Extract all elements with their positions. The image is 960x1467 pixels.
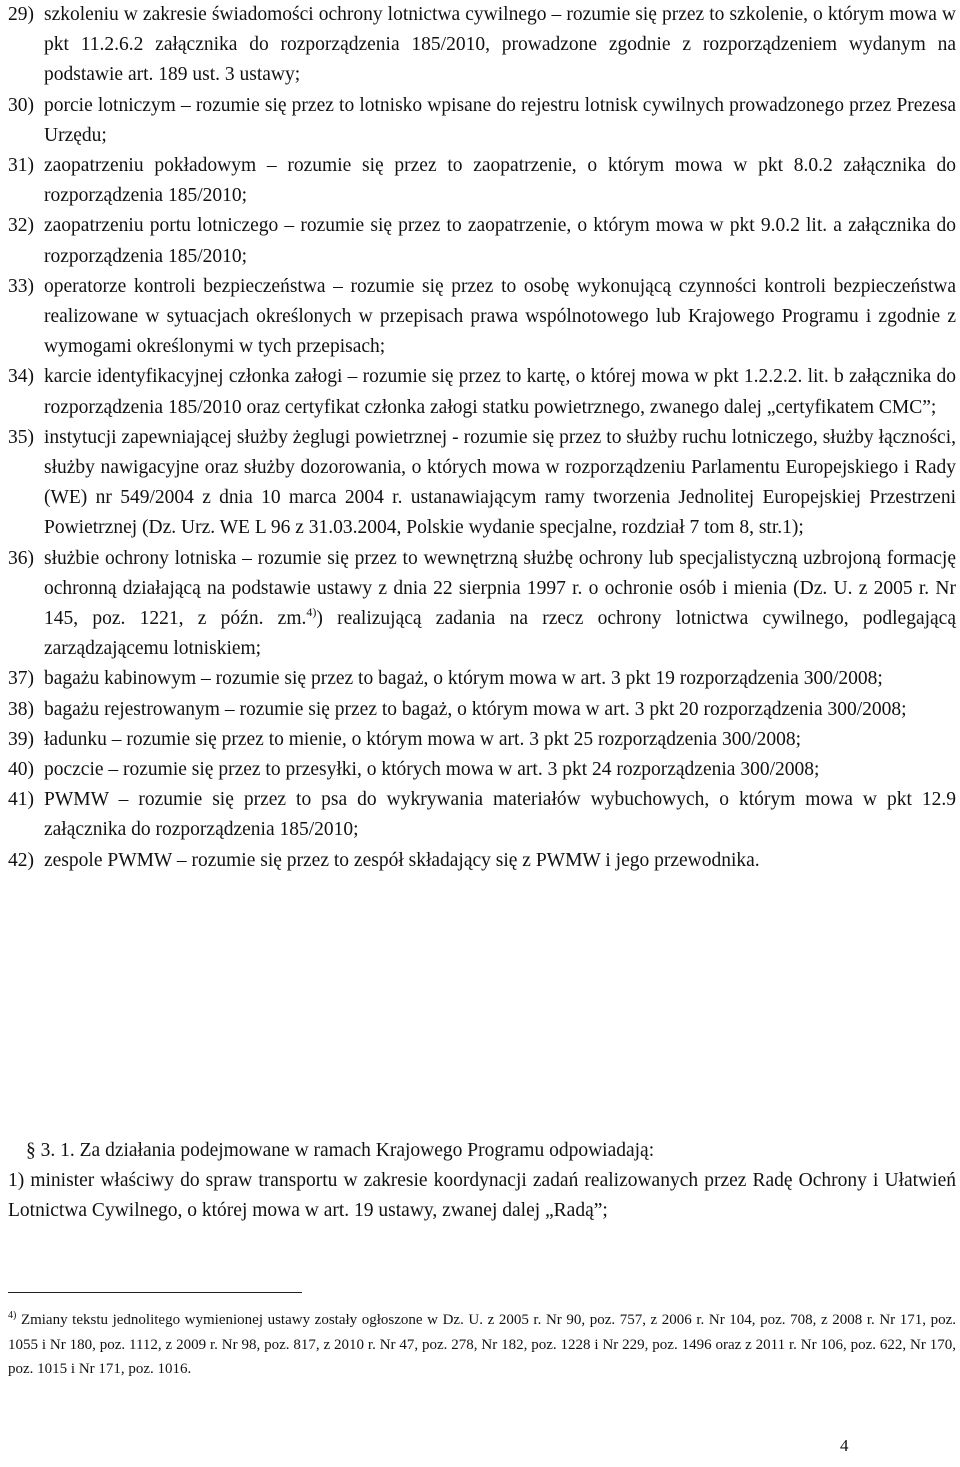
definition-item-34	[8, 362, 956, 422]
definition-item-37	[8, 664, 956, 694]
item-text-part-b: ) realizującą zadania na rzecz ochrony lotnictwa cywilnego, podlegającą zarządzającemu lotniskiem;	[44, 608, 956, 660]
definition-item-39	[8, 725, 956, 755]
item-text: PWMW – rozumie się przez to psa do wykrywania materiałów wybuchowych, o którym mowa w pkt 12.9 załącznika do rozporządzenia 185/2010;	[44, 789, 956, 841]
item-number: 30)	[8, 94, 34, 116]
item-text: bagażu kabinowym – rozumie się przez to bagaż, o którym mowa w art. 3 pkt 19 rozporządzenia 300/2008;	[44, 668, 883, 690]
item-number: 42)	[8, 849, 34, 871]
item-text: ładunku – rozumie się przez to mienie, o którym mowa w art. 3 pkt 25 rozporządzenia 300/2008;	[44, 728, 802, 750]
item-number: 34)	[8, 366, 34, 388]
definition-item-29	[8, 0, 956, 91]
item-text: szkoleniu w zakresie świadomości ochrony lotnictwa cywilnego – rozumie się przez to szkolenie, o którym mowa w pkt 11.2.6.2 załącznika do rozporządzenia 185/2010, prowadzone zgodnie z rozporządzeniem wydanym na podstawie art. 189 ust. 3 ustawy;	[44, 4, 956, 86]
item-text: zaopatrzeniu portu lotniczego – rozumie się przez to zaopatrzenie, o którym mowa w pkt 9.0.2 lit. a załącznika do rozporządzenia 185/2010;	[44, 215, 956, 267]
definition-item-40	[8, 755, 956, 785]
item-number: 41)	[8, 789, 34, 811]
item-text: poczcie – rozumie się przez to przesyłki, o których mowa w art. 3 pkt 24 rozporządzenia 300/2008;	[44, 759, 820, 781]
footnote-divider	[8, 1292, 302, 1293]
item-number: 40)	[8, 759, 34, 781]
item-number: 32)	[8, 215, 34, 237]
definition-item-38	[8, 695, 956, 725]
item-text: karcie identyfikacyjnej członka załogi – rozumie się przez to kartę, o której mowa w pkt 1.2.2.2. lit. b załącznika do rozporządzenia 185/2010 oraz certyfikat członka załogi statku powietrznego, zwanego dalej „certyfikatem CMC”;	[44, 366, 956, 418]
item-text	[44, 544, 956, 665]
item-text: zaopatrzeniu pokładowym – rozumie się przez to zaopatrzenie, o którym mowa w pkt 8.0.2 załącznika do rozporządzenia 185/2010;	[44, 155, 956, 207]
page-number: 4	[840, 1436, 849, 1455]
definition-item-32	[8, 211, 956, 271]
footnote-reference[interactable]: 4)	[306, 605, 317, 620]
definition-item-41	[8, 785, 956, 845]
item-text: bagażu rejestrowanym – rozumie się przez to bagaż, o którym mowa w art. 3 pkt 20 rozporządzenia 300/2008;	[44, 698, 907, 720]
footnote	[8, 1304, 956, 1382]
item-text-part-a: służbie ochrony lotniska – rozumie się przez to wewnętrzną służbę ochrony lub specjalistyczną uzbrojoną formację ochronną działającą na podstawie ustawy z dnia 22 sierpnia 1997 r. o ochronie osób i mienia (Dz. U. z 2005 r. Nr 145, poz. 1221, z późn. zm.	[44, 547, 956, 630]
definition-item-36	[8, 544, 956, 665]
item-number: 33)	[8, 275, 34, 297]
item-number: 29)	[8, 4, 34, 25]
item-number: 35)	[8, 426, 34, 448]
section-heading: § 3. 1. Za działania podejmowane w ramach Krajowego Programu odpowiadają:	[26, 1140, 655, 1161]
definition-item-31	[8, 151, 956, 211]
section-3	[8, 1136, 956, 1227]
definition-item-33	[8, 272, 956, 363]
item-number: 37)	[8, 668, 34, 690]
footnote-marker: 4)	[8, 1310, 17, 1321]
definitions-list	[8, 0, 956, 876]
definition-item-42	[8, 846, 956, 876]
item-text: zespole PWMW – rozumie się przez to zespół składający się z PWMW i jego przewodnika.	[44, 849, 760, 871]
item-number: 38)	[8, 698, 34, 720]
definition-item-35	[8, 423, 956, 544]
definition-item-30	[8, 91, 956, 151]
item-text: instytucji zapewniającej służby żeglugi powietrznej - rozumie się przez to służby ruchu lotniczego, służby łączności, służby nawigacyjne oraz służby dozorowania, o których mowa w rozporządzeniu Parlamentu Europejskiego i Rady (WE) nr 549/2004 z dnia 10 marca 2004 r. ustanawiającym ramy tworzenia Jednolitej Europejskiej Przestrzeni Powietrznej (Dz. Urz. WE L 96 z 31.03.2004, Polskie wydanie specjalne, rozdział 7 tom 8, str.1);	[44, 426, 956, 539]
item-number: 31)	[8, 155, 34, 177]
item-number: 39)	[8, 728, 34, 750]
section-point-1: 1) minister właściwy do spraw transportu w zakresie koordynacji zadań realizowanych przez Radę Ochrony i Ułatwień Lotnictwa Cywilnego, o której mowa w art. 19 ustawy, zwanej dalej „Radą”;	[8, 1170, 956, 1222]
item-text: porcie lotniczym – rozumie się przez to lotnisko wpisane do rejestru lotnisk cywilnych prowadzonego przez Prezesa Urzędu;	[44, 94, 956, 146]
item-number: 36)	[8, 547, 34, 569]
footnote-text: Zmiany tekstu jednolitego wymienionej ustawy zostały ogłoszone w Dz. U. z 2005 r. Nr 90, poz. 757, z 2006 r. Nr 104, poz. 708, z 2008 r. Nr 171, poz. 1055 i Nr 180, poz. 1112, z 2009 r. Nr 98, poz. 817, z 2010 r. Nr 47, poz. 278, Nr 182, poz. 1228 i Nr 229, poz. 1496 oraz z 2011 r. Nr 106, poz. 622, Nr 170, poz. 1015 i Nr 171, poz. 1016.	[8, 1312, 956, 1377]
item-text: operatorze kontroli bezpieczeństwa – rozumie się przez to osobę wykonującą czynności kontroli bezpieczeństwa realizowane w sytuacjach określonych w przepisach prawa wspólnotowego lub Krajowego Programu i zgodnie z wymogami określonymi w tych przepisach;	[44, 275, 956, 358]
